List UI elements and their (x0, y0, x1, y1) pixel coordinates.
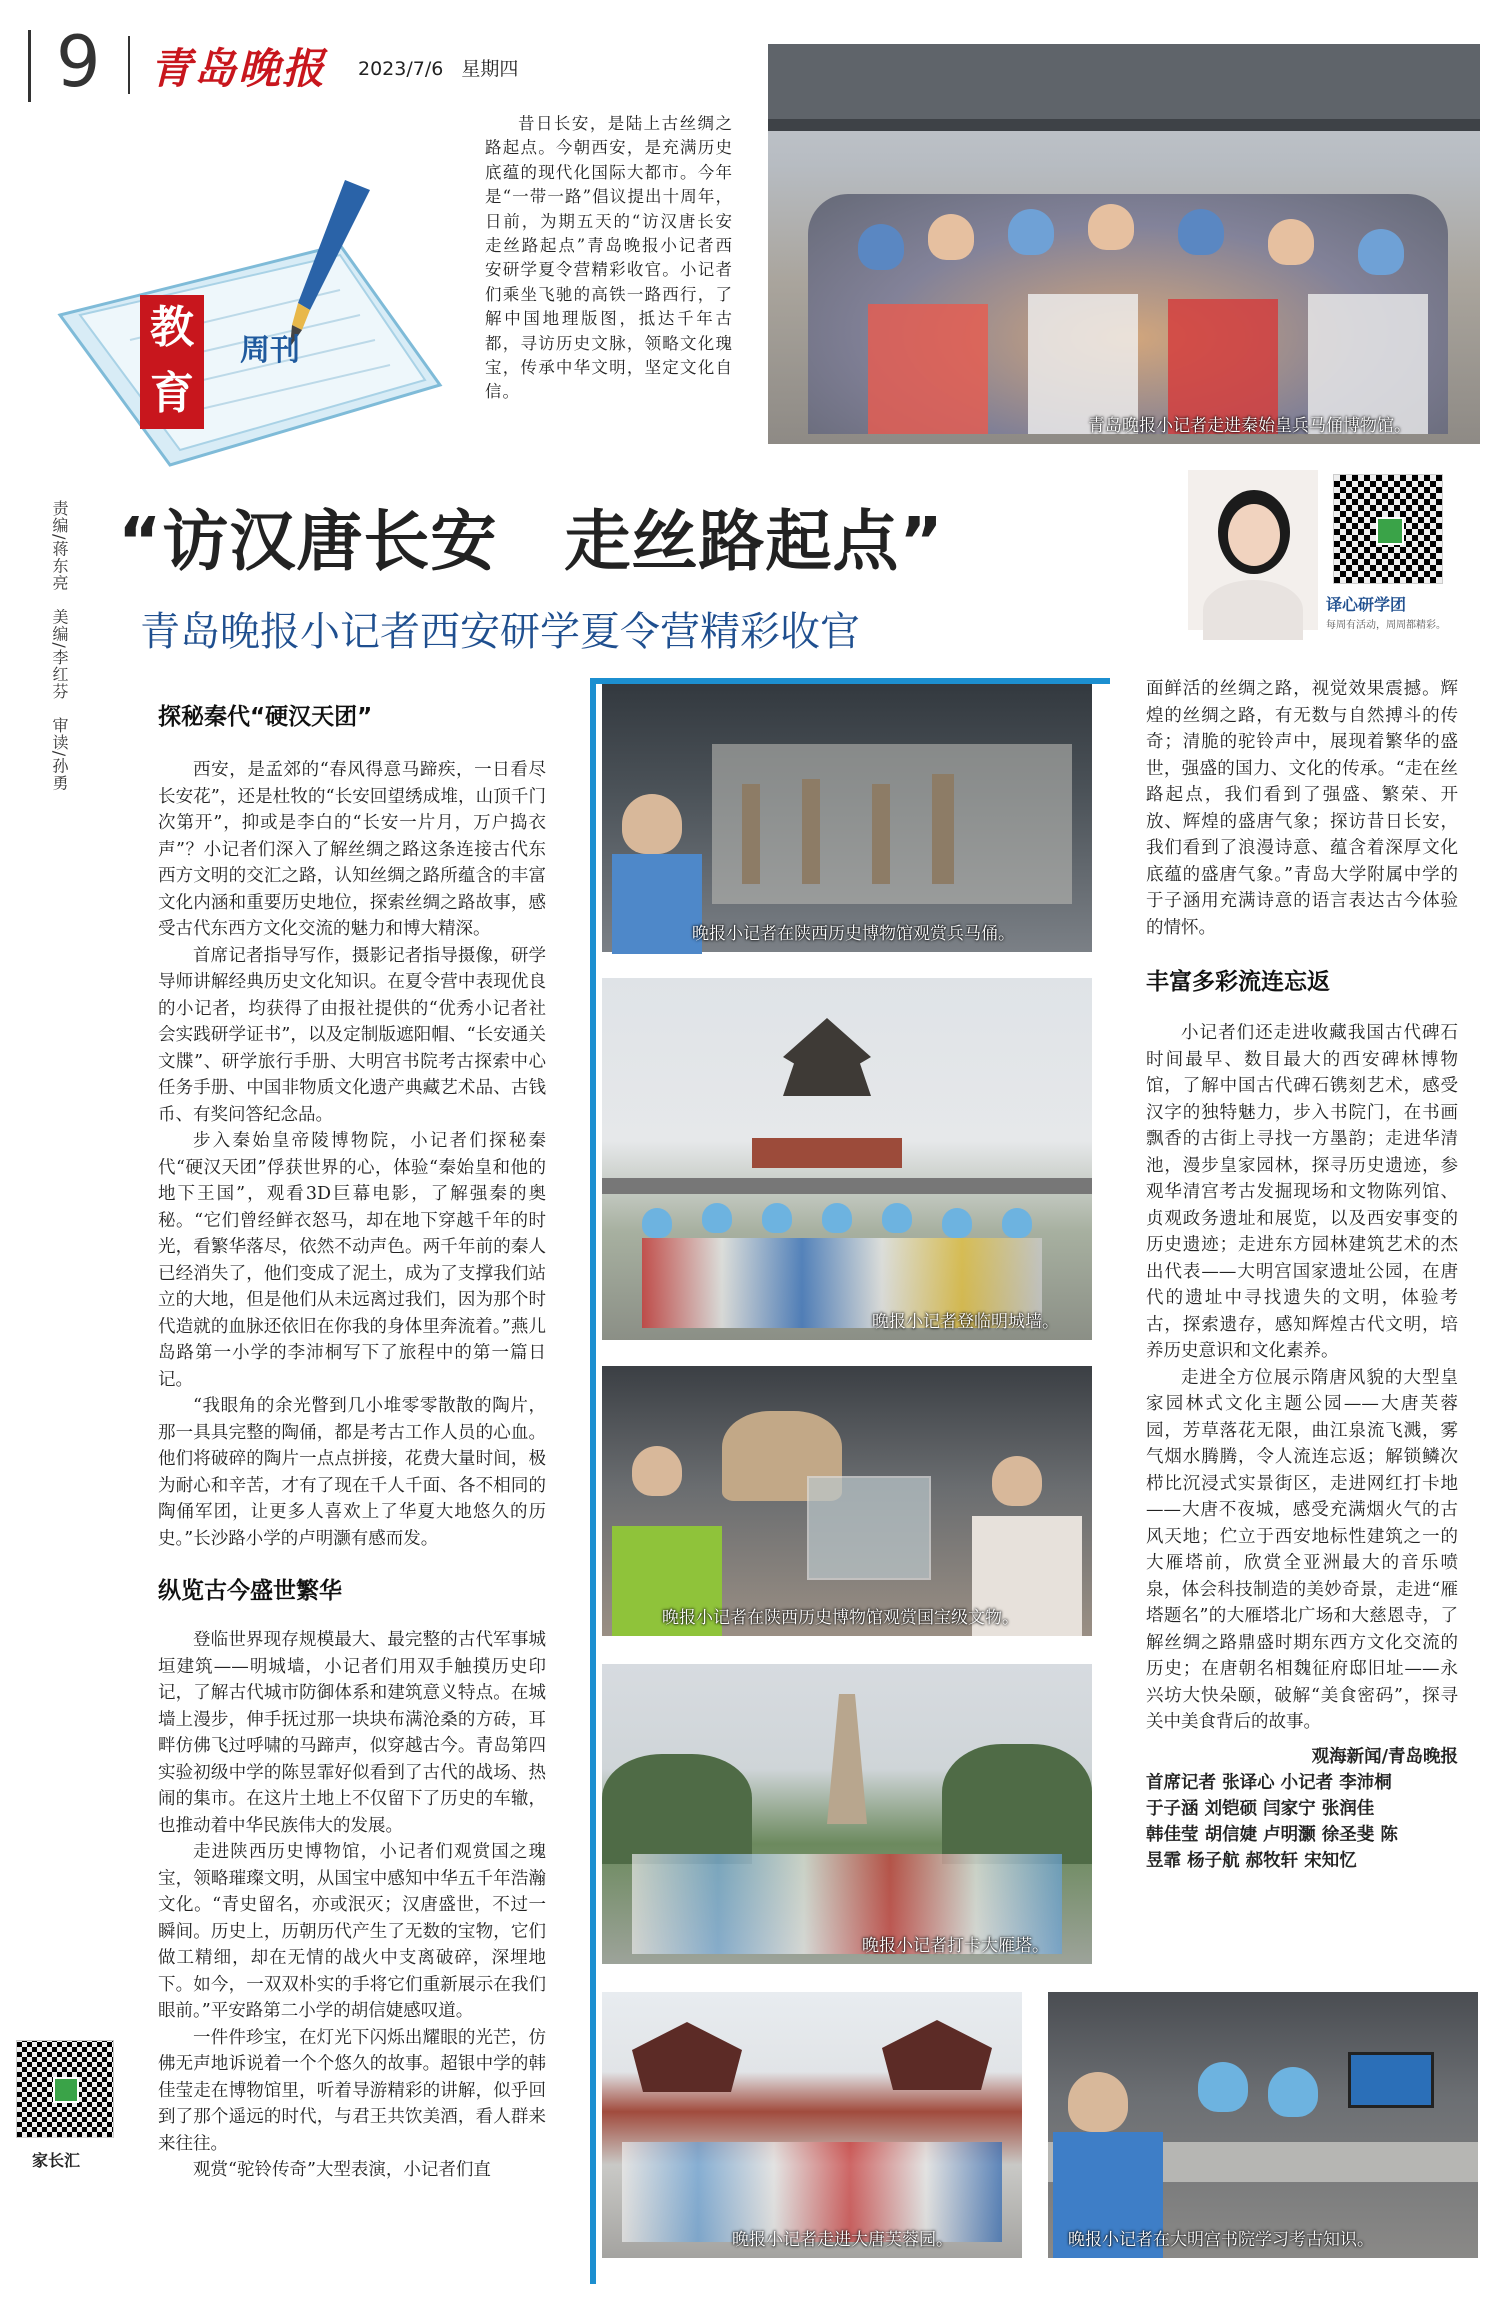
masthead: 青岛晚报 (150, 44, 327, 93)
issue-date (358, 54, 518, 81)
parents-qr-code-icon[interactable] (16, 2040, 114, 2138)
parents-qr-label: 家长汇 (32, 2151, 81, 2170)
photo-2-caption: 晚报小记者登临明城墙。 (872, 1312, 1059, 1332)
badge-box (140, 295, 204, 429)
lead-text: 昔日长安，是陆上古丝绸之路起点。今朝西安，是充满历史底蕴的现代化国际大都市。今年是“一带一路”倡议提出十周年，日前，为期五天的“访汉唐长安 走丝路起点”青岛晚报小记者西安研学夏令营精彩收官。小记者们乘坐飞驰的高铁一路西行，了解中国地理版图，抵达千年古都，寻访历史文脉，领略文化瑰宝，传承中华文明，坚定文化自信。 (485, 114, 751, 402)
photo-top-caption: 青岛晚报小记者走进秦始皇兵马俑博物馆。 (1088, 416, 1411, 436)
lead-paragraph (485, 112, 751, 442)
headline: “访汉唐长安 走丝路起点” (118, 503, 944, 580)
section-2-para-1: 登临世界现存规模最大、最完整的古代军事城垣建筑——明城墙，小记者们用双手触摸历史印记，了解古代城市防御体系和建筑意义特点。在城墙上漫步，伸手抚过那一块块布满沧桑的方砖，耳畔仿佛飞过呼啸的马蹄声，似穿越古今。青岛第四实验初级中学的陈昱霏好似看到了古代的战场、热闹的集市。在这片土地上不仅留下了历史的车辙，也推动着中华民族伟大的发展。 (158, 1630, 546, 1836)
qr-code-icon[interactable] (1333, 474, 1443, 584)
subheadline: 青岛晚报小记者西安研学夏令营精彩收官 (140, 609, 860, 655)
section-2-para-4: 观赏“驼铃传奇”大型表演，小记者们直 (193, 2160, 491, 2180)
section-1-para-2: 首席记者指导写作，摄影记者指导摄像，研学导师讲解经典历史文化知识。在夏令营中表现优良的小记者，均获得了由报社提供的“优秀小记者社会实践研学证书”，以及定制版遮阳帽、“长安通关文牒”、研学旅行手册、大明宫书院考古探索中心任务手册、中国非物质文化遗产典藏艺术品、古钱币、有奖问答纪念品。 (158, 945, 546, 1125)
date-text: 2023/7/6 (358, 58, 444, 80)
photo-3 (602, 1366, 1092, 1636)
photo-2 (602, 978, 1092, 1340)
photo-1 (602, 684, 1092, 952)
photo-top (768, 44, 1480, 444)
section-1-para-3: 步入秦始皇帝陵博物院，小记者们探秘秦代“硬汉天团”俘获世界的心，体验“秦始皇和他的地下王国”，观看3D巨幕电影，了解强秦的奥秘。“它们曾经鲜衣怒马，却在地下穿越千年的时光，看繁华落尽，依然不动声色。两千年前的秦人已经消失了，他们变成了泥土，成为了支撑我们站立的大地，但是他们从未远离过我们，因为那个时代造就的血脉还依旧在你我的身体里奔流着。”燕儿岛路第一小学的李沛桐写下了旅程中的第一篇日记。 (158, 1131, 546, 1390)
photo-3-caption: 晚报小记者在陕西历史博物馆观赏国宝级文物。 (662, 1608, 1019, 1628)
byline-line-3: 于子涵 刘铠硕 闫家宁 张润佳 (1146, 1798, 1375, 1819)
section-2-heading: 纵览古今盛世繁华 (158, 1578, 342, 1604)
byline (1146, 1744, 1458, 1874)
section-2-para-3: 一件件珍宝，在灯光下闪烁出耀眼的光芒，仿佛无声地诉说着一个个悠久的故事。超银中学的韩佳莹走在博物馆里，听着导游精彩的讲解，似乎回到了那个遥远的时代，与君王共饮美酒，看人群来来往往。 (158, 2027, 546, 2154)
badge-char-2: 育 (150, 368, 194, 419)
section-3-heading: 丰富多彩流连忘返 (1146, 969, 1330, 995)
photo-6 (1048, 1992, 1478, 2258)
reporter-portrait (1188, 470, 1318, 630)
byline-line-4: 韩佳莹 胡信婕 卢明灏 徐圣斐 陈 (1146, 1824, 1398, 1845)
page-number: 9 (56, 21, 101, 103)
section-2-para-2: 走进陕西历史博物馆，小记者们观赏国之瑰宝，领略璀璨文明，从国宝中感知中华五千年浩瀚文化。“青史留名，亦或泯灭；汉唐盛世，不过一瞬间。历史上，历朝历代产生了无数的宝物，它们做工精细，却在无情的战火中支离破碎，深埋地下。如今，一双双朴实的手将它们重新展示在我们眼前。”平安路第二小学的胡信婕感叹道。 (158, 1842, 546, 2021)
byline-line-5: 昱霏 杨子航 郝牧轩 宋知忆 (1146, 1850, 1357, 1871)
section-1-para-1: 西安，是孟郊的“春风得意马蹄疾，一日看尽长安花”，还是杜牧的“长安回望绣成堆，山顶千门次第开”，抑或是李白的“长安一片月，万户捣衣声”？小记者们深入了解丝绸之路这条连接古代东西方文明的交汇之路，认知丝绸之路所蕴含的丰富文化内涵和重要历史地位，探索丝绸之路故事，感受古代东西方文化交流的魅力和博大精深。 (158, 760, 546, 939)
weekday-text: 星期四 (461, 58, 519, 80)
photo-6-caption: 晚报小记者在大明宫书院学习考古知识。 (1068, 2230, 1374, 2250)
qr-label: 译心研学团 (1326, 595, 1407, 614)
byline-line-2: 首席记者 张译心 小记者 李沛桐 (1146, 1772, 1392, 1793)
badge-char-1: 教 (150, 302, 194, 353)
byline-line-1: 观海新闻/青岛晚报 (1311, 1746, 1458, 1767)
badge-label: 周刊 (240, 333, 300, 368)
section-1-heading: 探秘秦代“硬汉天团” (158, 704, 373, 730)
photo-1-caption: 晚报小记者在陕西历史博物馆观赏兵马俑。 (692, 924, 1015, 944)
photo-5 (602, 1992, 1022, 2258)
section-3-intro-para: 面鲜活的丝绸之路，视觉效果震撼。辉煌的丝绸之路，有无数与自然搏斗的传奇；清脆的驼铃声中，展现着繁华的盛世，强盛的国力、文化的传承。“走在丝路起点，我们看到了强盛、繁荣、开放、辉煌的盛唐气象；探访昔日长安，我们看到了浪漫诗意、蕴含着深厚文化底蕴的盛唐气象。”青岛大学附属中学的于子涵用充满诗意的语言表达古今体验的情怀。 (1146, 679, 1458, 938)
qr-slogan: 每周有活动，周周都精彩。 (1326, 620, 1446, 631)
section-badge (40, 175, 460, 475)
column-right (1146, 676, 1458, 1966)
header-left-rule (28, 30, 31, 102)
section-3-para-1: 小记者们还走进收藏我国古代碑石时间最早、数目最大的西安碑林博物馆，了解中国古代碑石镌刻艺术，感受汉字的独特魅力，步入书院门，在书画飘香的古街上寻找一方墨韵；走进华清池，漫步皇家园林，探寻历史遗迹，参观华清宫考古发掘现场和文物陈列馆、贞观政务遗址和展览，以及西安事变的历史遗迹；走进东方园林建筑艺术的杰出代表——大明宫国家遗址公园，在唐代的遗址中寻找遗失的文明，体验考古，探索遗存，感知辉煌古代文明，培养历史意识和文化素养。 (1146, 1023, 1458, 1361)
header-divider (128, 36, 130, 94)
section-3-para-2: 走进全方位展示隋唐风貌的大型皇家园林式文化主题公园——大唐芙蓉园，芳草落花无限，曲江泉流飞溅，雾气烟水腾腾，令人流连忘返；解锁鳞次栉比沉浸式实景街区，走进网红打卡地——大唐不夜城，感受充满烟火气的古风天地；伫立于西安地标性建筑之一的大雁塔前，欣赏全亚洲最大的音乐喷泉，体会科技制造的美妙奇景，走进“雁塔题名”的大雁塔北广场和大慈恩寺，了解丝绸之路鼎盛时期东西方文化交流的历史；在唐朝名相魏征府邸旧址——永兴坊大快朵颐，破解“美食密码”，探寻关中美食背后的故事。 (1146, 1367, 1458, 1732)
photo-5-caption: 晚报小记者走进大唐芙蓉园。 (732, 2230, 953, 2250)
blue-frame-rule (590, 678, 596, 2284)
column-left (158, 698, 546, 2278)
sidebar-credits (48, 500, 70, 900)
photo-4-caption: 晚报小记者打卡大雁塔。 (862, 1936, 1049, 1956)
credits-text: 责编/蒋东亮 美编/李红芬 审读/孙勇 (50, 500, 69, 792)
columnist-box (1188, 470, 1480, 638)
section-1-para-4: “我眼角的余光瞥到几小堆零零散散的陶片，那一具具完整的陶俑，都是考古工作人员的心血。他们将破碎的陶片一点点拼接，花费大量时间，极为耐心和辛苦，才有了现在千人千面、各不相同的陶俑军团，让更多人喜欢上了华夏大地悠久的历史。”长沙路小学的卢明灏有感而发。 (158, 1396, 546, 1549)
photo-4 (602, 1664, 1092, 1964)
